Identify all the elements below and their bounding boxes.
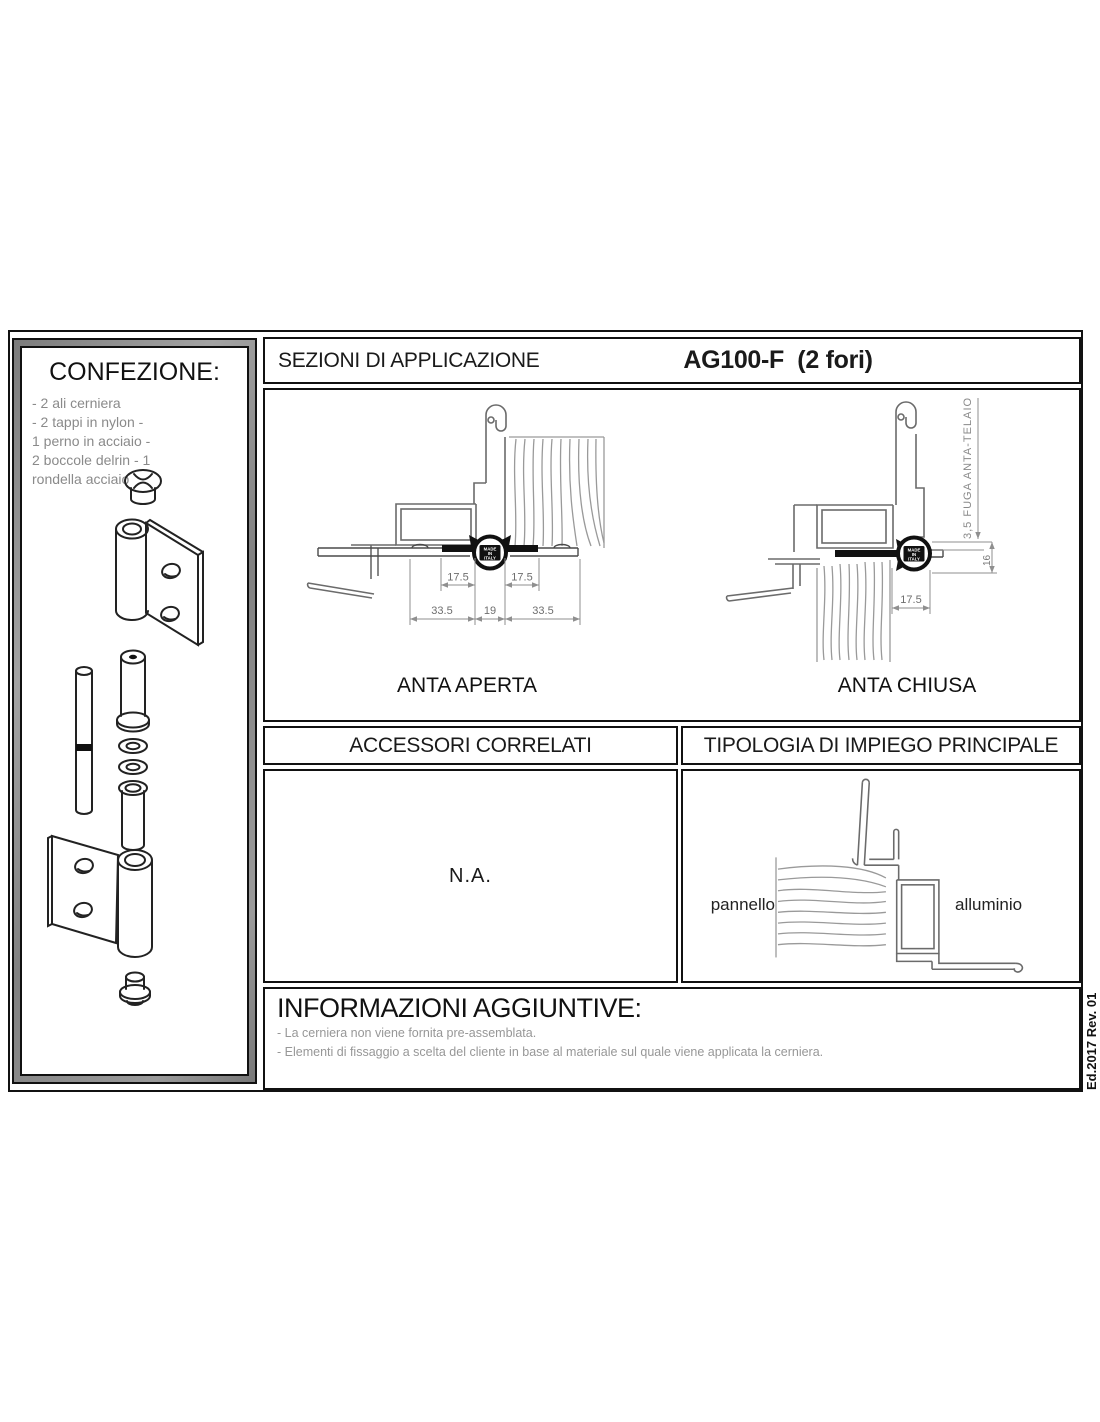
sezioni-drawings-area xyxy=(263,388,1081,722)
made-in-italy-text: IN xyxy=(911,551,917,557)
accessori-header xyxy=(263,726,678,765)
pannello-label: pannello xyxy=(710,895,775,914)
accessori-value: N.A. xyxy=(449,864,492,887)
confezione-panel xyxy=(12,338,257,1084)
confezione-item: 1 perno in acciaio - xyxy=(32,433,151,449)
dim-33-5-right: 33.5 xyxy=(532,605,554,617)
accessori-content xyxy=(263,769,678,983)
dim-17-5-right: 17.5 xyxy=(511,571,533,584)
confezione-item: - 2 ali cerniera xyxy=(32,395,121,411)
exploded-hinge-drawing xyxy=(28,458,240,1068)
made-in-italy-text: IN xyxy=(487,550,493,556)
anta-aperta-label: ANTA APERTA xyxy=(396,674,538,697)
dim-fuga-label: 3,5 FUGA ANTA-TELAIO xyxy=(962,396,974,539)
made-in-italy-text: MADE xyxy=(483,546,497,552)
confezione-item: rondella acciaio xyxy=(32,471,130,487)
alluminio-label: alluminio xyxy=(955,895,1023,914)
made-in-italy-badge xyxy=(480,545,501,561)
tipologia-drawing xyxy=(683,771,1079,981)
confezione-metal-frame xyxy=(14,340,255,1082)
anta-aperta-drawing xyxy=(300,395,640,645)
dim-16: 16 xyxy=(982,554,993,566)
dim-17-5-left: 17.5 xyxy=(447,571,469,584)
confezione-item: - 2 tappi in nylon - xyxy=(32,414,144,430)
accessori-title: ACCESSORI CORRELATI xyxy=(349,733,592,757)
informazioni-note: - La cerniera non viene fornita pre-assemblata. xyxy=(277,1026,537,1040)
anta-chiusa-label: ANTA CHIUSA xyxy=(837,674,977,697)
anta-chiusa-drawing xyxy=(690,392,1080,692)
made-in-italy-text: MADE xyxy=(907,547,921,553)
product-code: AG100-F (2 fori) xyxy=(683,346,873,374)
dim-19: 19 xyxy=(483,605,497,617)
made-in-italy-text: ITALY xyxy=(908,556,920,562)
dim-17-5: 17.5 xyxy=(900,594,922,606)
informazioni-note: - Elementi di fissaggio a scelta del cliente in base al materiale sul quale viene applicata la cerniera. xyxy=(277,1045,824,1059)
informazioni-box xyxy=(263,987,1081,1090)
tipologia-title: TIPOLOGIA DI IMPIEGO PRINCIPALE xyxy=(703,733,1059,757)
tipologia-content xyxy=(681,769,1081,983)
edition-text: Ed.2017 Rev. 01 xyxy=(1084,992,1099,1090)
informazioni-title: INFORMAZIONI AGGIUNTIVE: xyxy=(277,993,642,1023)
tipologia-header xyxy=(681,726,1081,765)
dim-33-5-left: 33.5 xyxy=(431,605,453,617)
sezioni-header xyxy=(263,337,1081,384)
confezione-title: CONFEZIONE: xyxy=(49,358,220,386)
made-in-italy-text: ITALY xyxy=(484,555,496,561)
sezioni-title: SEZIONI DI APPLICAZIONE xyxy=(278,348,540,372)
made-in-italy-badge xyxy=(904,546,925,562)
confezione-item: 2 boccole delrin - 1 xyxy=(32,452,151,468)
confezione-inner xyxy=(20,346,249,1076)
